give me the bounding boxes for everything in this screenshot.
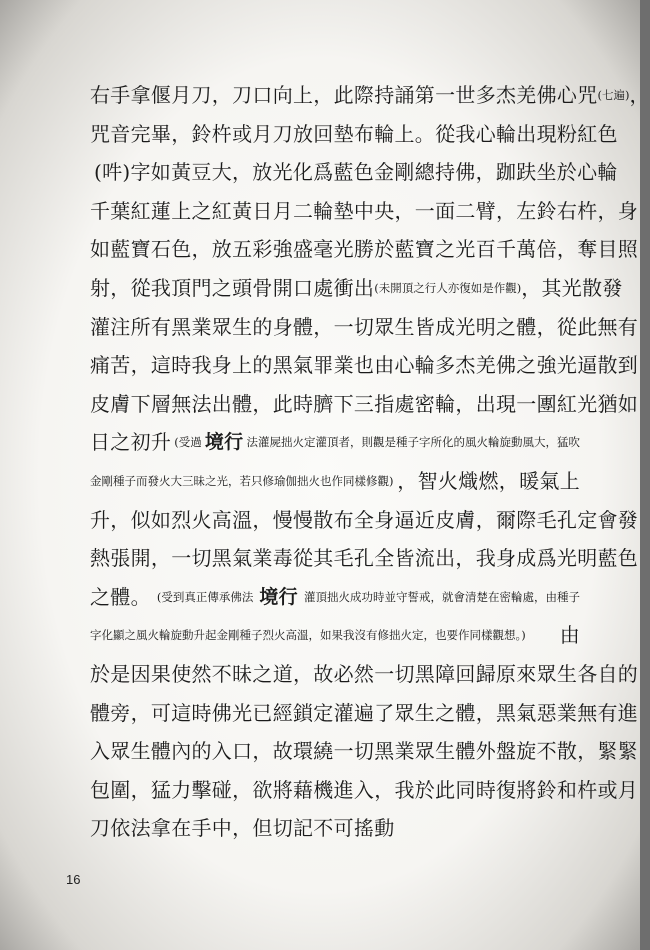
text-segment: 痛苦，這時我身上的黑氣罪業也由心輪多杰羌佛之強光逼散到 bbox=[90, 353, 639, 378]
annotation-note: (七遍) bbox=[597, 88, 630, 102]
annotation-note: (受到真正傳承佛法 bbox=[156, 589, 254, 604]
text-segment: 灌注所有黑業眾生的身體，一切眾生皆成光明之體，從此無有 bbox=[90, 314, 639, 339]
text-line bbox=[90, 153, 618, 192]
text-line bbox=[90, 578, 580, 617]
annotation-note: (未開頂之行人亦復如是作觀) bbox=[374, 280, 522, 295]
text-segment: 升，似如烈火高溫，慢慢散布全身逼近皮膚，爾際毛孔定會發 bbox=[90, 507, 639, 532]
text-segment: ，智火熾燃，暖氣上 bbox=[397, 468, 580, 493]
text-segment: 咒音完畢，鈴杵或月刀放回墊布輪上。從我心輪出現粉紅色 bbox=[90, 121, 618, 146]
text-segment: 射，從我頂門之頭骨開口處衝出 bbox=[90, 275, 375, 300]
text-segment: 入眾生體內的入口，故環繞一切黑業眾生體外盤旋不散，緊緊 bbox=[90, 739, 639, 764]
text-segment: 熱張開，一切黑氣業毒從其毛孔全皆流出，我身成爲光明藍色 bbox=[90, 546, 639, 571]
text-line bbox=[90, 655, 639, 694]
text-segment: 包圍，猛力擊碰，欲將藉機進入，我於此同時復將鈴和杵或月 bbox=[90, 777, 639, 802]
text-line bbox=[90, 269, 623, 308]
text-segment: ，其光散發 bbox=[521, 275, 623, 300]
text-segment: 體旁，可這時佛光已經鎖定灌遍了眾生之體，黑氣惡業無有進 bbox=[90, 700, 639, 725]
text-line bbox=[90, 694, 639, 733]
text-segment: 刀依法拿在手中，但切記不可搖動 bbox=[90, 816, 395, 841]
text-line bbox=[90, 539, 639, 578]
text-segment: 日之初升 bbox=[90, 430, 172, 455]
text-segment: 之體。 bbox=[90, 584, 151, 609]
emphasis-term: 境行 bbox=[259, 585, 298, 608]
text-line bbox=[90, 346, 639, 385]
text-line bbox=[90, 423, 580, 462]
text-segment: 如藍寶石色，放五彩強盛毫光勝於藍寶之光百千萬倍，奪目照 bbox=[90, 237, 639, 262]
text-line bbox=[90, 809, 580, 848]
text-segment: 千葉紅蓮上之紅黃日月二輪墊中央，一面二臂，左鈴右杵，身 bbox=[90, 198, 639, 223]
text-segment: 右手拿偃月刀，刀口向上，此際持誦第一世多杰羌佛心咒 bbox=[90, 83, 598, 107]
text-line bbox=[90, 501, 639, 540]
body-text bbox=[90, 76, 650, 848]
annotation-note: 法灌屍拙火定灌頂者，則觀是種子字所化的風火輪旋動風大，猛吹 bbox=[246, 435, 580, 450]
text-line bbox=[90, 115, 618, 154]
text-segment: 皮膚下層無法出體，此時臍下三指處密輪，出現一團紅光猶如 bbox=[90, 391, 639, 416]
annotation-note: (受過 bbox=[174, 435, 202, 450]
text-line bbox=[90, 308, 639, 347]
text-line bbox=[90, 230, 639, 269]
text-line bbox=[90, 616, 580, 655]
text-line bbox=[90, 76, 650, 115]
text-line bbox=[90, 462, 580, 501]
text-segment: 於是因果使然不昧之道，故必然一切黑障回歸原來眾生各自的 bbox=[90, 661, 639, 686]
text-line bbox=[90, 385, 639, 424]
annotation-note: 灌頂拙火成功時並守誓戒，就會清楚在密輪處，由種子 bbox=[303, 589, 580, 604]
text-line bbox=[90, 771, 639, 810]
annotation-note: 字化顯之風火輪旋動升起金剛種子烈火高溫，如果我沒有修拙火定，也要作同樣觀想。) bbox=[90, 628, 526, 643]
text-segment: ， bbox=[629, 83, 650, 107]
annotation-note: 金剛種子而發火大三昧之光，若只修瑜伽拙火也作同樣修觀) bbox=[90, 473, 394, 488]
text-segment: (吽)字如黃豆大，放光化爲藍色金剛總持佛，跏趺坐於心輪 bbox=[94, 160, 618, 185]
emphasis-term: 境行 bbox=[204, 431, 244, 454]
text-line bbox=[90, 192, 639, 231]
text-line bbox=[90, 732, 639, 771]
text-segment: 由 bbox=[559, 623, 580, 648]
page-number: 16 bbox=[66, 872, 81, 887]
